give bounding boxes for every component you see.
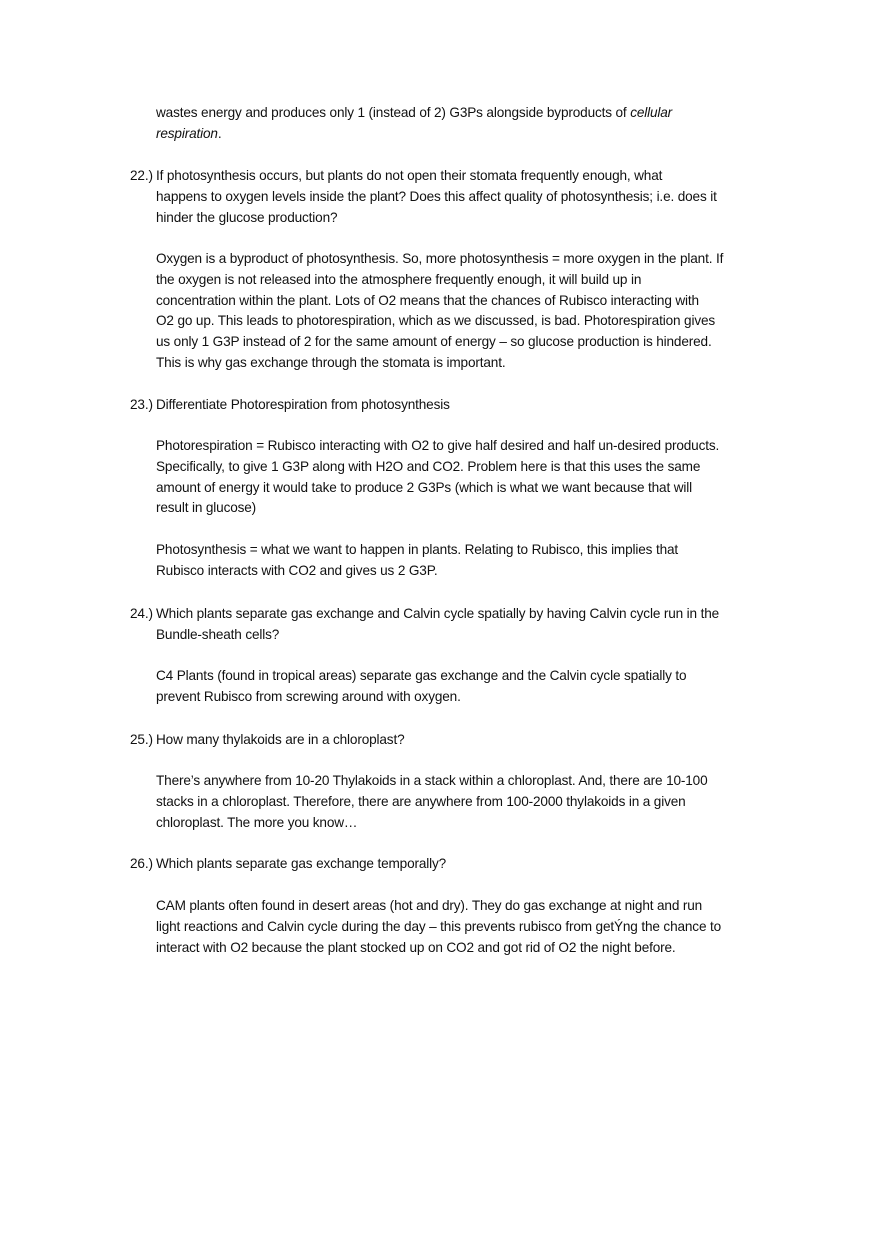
- question-line: hinder the glucose production?: [156, 209, 338, 225]
- answer-line: interact with O2 because the plant stocked up on CO2 and got rid of O2 the night before.: [156, 939, 676, 955]
- answer-line: O2 go up. This leads to photorespiration, which as we discussed, is bad. Photorespiration gives: [156, 313, 716, 329]
- question-line: If photosynthesis occurs, but plants do not open their stomata frequently enough, what: [156, 168, 663, 183]
- italic-term: respiration: [156, 125, 218, 141]
- answer-paragraph: [156, 896, 721, 958]
- question-25: [130, 730, 405, 751]
- text-line: wastes energy and produces only 1 (instead of 2) G3Ps alongside byproducts of: [156, 105, 631, 120]
- answer-paragraph: [156, 249, 723, 374]
- answer-line: light reactions and Calvin cycle during the day – this prevents rubisco from getÝng the chance to: [156, 918, 722, 934]
- answer-line: result in glucose): [156, 500, 257, 516]
- answer-paragraph: [156, 666, 686, 708]
- answer-line: Photorespiration = Rubisco interacting with O2 to give half desired and half un-desired products.: [156, 438, 720, 453]
- question-23: [130, 395, 450, 416]
- question-24: [130, 604, 720, 646]
- question-line: happens to oxygen levels inside the plant? Does this affect quality of photosynthesis; i.e. does it: [156, 188, 717, 204]
- question-26: [130, 854, 447, 875]
- italic-term: cellular: [630, 105, 673, 120]
- answer-paragraph: [156, 540, 678, 582]
- answer-paragraph: [156, 771, 708, 833]
- question-number: 23.): [130, 397, 153, 412]
- answer-line: C4 Plants (found in tropical areas) separate gas exchange and the Calvin cycle spatially to: [156, 668, 687, 683]
- question-22: [130, 166, 717, 228]
- answer-line: CAM plants often found in desert areas (hot and dry). They do gas exchange at night and run: [156, 898, 703, 913]
- answer-line: concentration within the plant. Lots of O2 means that the chances of Rubisco interacting with: [156, 292, 699, 308]
- answer-line: Photosynthesis = what we want to happen in plants. Relating to Rubisco, this implies that: [156, 542, 679, 557]
- question-line: Which plants separate gas exchange temporally?: [156, 856, 447, 871]
- answer-line: prevent Rubisco from screwing around with oxygen.: [156, 688, 461, 704]
- answer-line: Oxygen is a byproduct of photosynthesis. So, more photosynthesis = more oxygen in the plant. If: [156, 251, 724, 266]
- answer-line: chloroplast. The more you know…: [156, 814, 358, 830]
- intro-paragraph: [156, 103, 672, 145]
- answer-line: the oxygen is not released into the atmosphere frequently enough, it will build up in: [156, 271, 642, 287]
- answer-line: Specifically, to give 1 G3P along with H2O and CO2. Problem here is that this uses the same: [156, 458, 701, 474]
- answer-line: This is why gas exchange through the stomata is important.: [156, 354, 506, 370]
- question-line: Which plants separate gas exchange and Calvin cycle spatially by having Calvin cycle run in the: [156, 606, 720, 621]
- answer-line: stacks in a chloroplast. Therefore, there are anywhere from 100-2000 thylakoids in a given: [156, 793, 686, 809]
- answer-line: There’s anywhere from 10-20 Thylakoids in a stack within a chloroplast. And, there are 10-100: [156, 773, 708, 788]
- answer-line: Rubisco interacts with CO2 and gives us 2 G3P.: [156, 562, 438, 578]
- question-line: How many thylakoids are in a chloroplast?: [156, 732, 405, 747]
- answer-paragraph: [156, 436, 719, 519]
- question-number: 22.): [130, 168, 153, 183]
- question-line: Bundle-sheath cells?: [156, 626, 280, 642]
- question-line: Differentiate Photorespiration from photosynthesis: [156, 397, 450, 412]
- answer-line: us only 1 G3P instead of 2 for the same amount of energy – so glucose production is hindered.: [156, 334, 712, 350]
- text-line: .: [217, 125, 222, 141]
- answer-line: amount of energy it would take to produce 2 G3Ps (which is what we want because that will: [156, 479, 692, 495]
- question-number: 24.): [130, 606, 153, 621]
- question-number: 25.): [130, 732, 153, 747]
- question-number: 26.): [130, 856, 153, 871]
